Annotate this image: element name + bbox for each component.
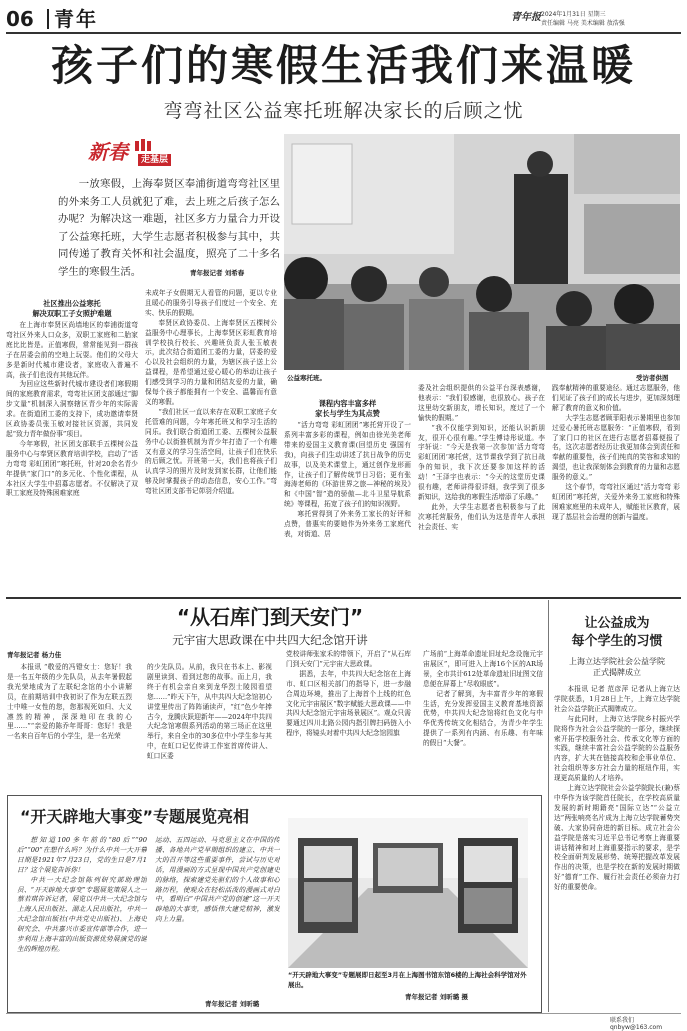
story2-column-4 (423, 650, 543, 785)
issue-date: 2024年1月31日 星期三 (541, 11, 606, 18)
lead-intro-byline: 青年报记者 刘希春 (190, 269, 245, 277)
lead-col2-para: 奉贤区政协委员、上海奉贤区五棵树公益服务中心理事长，上海奉贤区彩虹教育培训学校执行校长、兴趣班负责人张玉敏表示，此次结合街道团工委的力量，居委的爱心以及社会组织的力量，为辖区孩子送上公益课程，是希望通过爱心暖心的举动让孩子们感受到学习的力量和团结友爱的力量，确保每个孩子都能拥有一个安全、温馨而有意义的寒假。 (145, 318, 277, 406)
story2-col4-para: 记者了解到，为丰富青少年的寒假生活，充分发挥爱国主义教育基地资源优势，中共四大纪念馆将红色文化与中华优秀传统文化相结合，为青少年学生提供了一系列有内涵、有乐趣、有年味的假日“大餐”。 (423, 689, 543, 748)
story2-column-1 (7, 663, 132, 785)
story3-column-1 (17, 836, 147, 1008)
story3-column-2 (155, 836, 280, 996)
story4-para: 与此同时，上海立达学院乡村振兴学院将作为社会公益学院的一部分，继续探索开拓学校服务社会、传承文化等方面的实践，继续丰富社会公益学院的公益服务内容，扩大其在链接高校和企事业单位、社会组织等多方社会力量的枢纽作用，实现更高质量的人才培养。 (554, 714, 680, 783)
lead-col4-para: “我不仅能学到知识，还能认识新朋友，很开心很有趣。”学生傅诗彤说道。李宇轩说：“今天是我第一次参加‘活力弯弯 彩虹团团’寒托营，这节课我学到了抗日战争的知识，我下次还要参加这样的活动！”王泽宇也表示：“今天的这堂历史课很有趣，老师讲得很详细，我学到了很多新知识，这给我的寒假生活增添了乐趣。” (418, 423, 545, 501)
lead-col5-para: 践奉献精神的重要途径。通过志愿服务，他们见证了孩子们的成长与进步，更加深刻理解了教育的意义和价值。 (552, 384, 680, 412)
lead-col1-para: 为回应这些新时代城市建设者们寒假期间的家庭教育需求，弯弯社区团支部通过“脚步文量”机制深入洞察辖区青少年的实际需求。在街道团工委的支持下，成功邀请奉贤区政协委员张玉敏对接社区资源，共同发起“致力青年做份事”项目。 (6, 380, 138, 438)
badge-new-year-text: 新春 (88, 140, 128, 164)
lead-col1-para: 在上海市奉贤区尚墙地区的奉浦街道弯弯社区外来人口众多，双职工家庭和二胎家庭比比皆是。正值寒假，常常能见到一群孩子在居委会前的空地上玩耍。他们的父母大多是新时代城市建设者，家庭收入普遍不高，孩子们也没有其他玩伴。 (6, 321, 138, 379)
story3-byline: 青年报记者 刘昕璐 (205, 1000, 260, 1008)
lead-col5-para: 这个春节，弯弯社区通过“活力弯弯 彩虹团团”寒托营，关爱外来务工家庭和特殊困难家庭里的未成年人，赋能社区教育，展现了基层社会治理的创新与温度。 (552, 483, 680, 521)
lead-column-4 (418, 384, 545, 589)
newspaper-logo: 青年报 (511, 12, 541, 23)
lead-col4-para: 此外，大学生志愿者也积极参与了此次寒托营服务，他们认为这是青年人承担社会责任、实 (418, 502, 545, 531)
lantern-icon (134, 138, 152, 152)
page-number: 06 (6, 7, 34, 31)
exhibition-photo-caption: “开天辟地大事变”专题展即日起至3月在上海图书馆东馆6楼的上海社会科学馆对外展出。 (288, 971, 527, 989)
lead-intro: 一放寒假，上海奉贤区奉浦街道弯弯社区里的外来务工人员就犯了难，去上班之后孩子怎么办呢？为解决这一难题，社区多方力量合力开设了公益寒托班，大学生志愿者积极参与其中，共同传递了教育关怀和社会温度，照亮了二十多名学生的寒假生活。 (58, 178, 280, 278)
story2-column-3 (286, 650, 411, 785)
story2-byline: 青年报记者 杨力佳 (7, 651, 62, 659)
story2-col2-para: 的少先队员。从前，我只在书本上、影视剧里读到、看到过您的故事。而上月，我终于有机会亲自来到龙华烈士陵园看望您……”昨天下午，从中共四大纪念馆初心讲堂里传出了阵阵诵读声，“红”色少年捧古今，龙腾庆跃迎新年——2024年中共四大纪念馆寒假系列活动的第三场正在这里举行，来自全市的30多位中小学生参与其中，在虹口记忆传讲工作室首席传讲人、虹口区委 (147, 663, 272, 761)
lead-col3-subhead: 课程内容丰富多样 家长与学生为其点赞 (315, 399, 380, 418)
page-editors: 责任编辑 马亮 美术编辑 敖浩强 (541, 20, 625, 27)
story2-col1-para: 本报讯 “敬爱的冯镫女士：您好！我是一名五年级的少先队员，从去年暑假起我光荣地成为了左联纪念馆的小小讲解员，在前期培训中我初识了作为左联五烈士中唯一女性的您，您那视死如归、大义凛然的精神，深深地印在我的心里……”“亲爱的陈乔年哥哥：您好！我是一名来自百年后的小学生，是一名光荣 (7, 663, 132, 741)
classroom-photo-image (284, 134, 680, 370)
lead-col2-para: “我们社区一直以来存在双职工家庭子女托管难的问题，今年寒托班又和学习生活的同乐。我们联合街道团工委、五棵树公益服务中心以街推机制为青少年打造了一个有趣又有意义的学习生活空间，让孩子们在快乐的后顾之忧。开班第一天，我们也将孩子们认真学习的照片及时发到家长群，让他们能够及时掌握孩子的动态信息，安心工作。”弯弯社区团支部书记茆羽介绍道。 (145, 407, 277, 496)
exhibition-photo-image (288, 818, 528, 968)
section-name: 青年 (54, 7, 98, 31)
lead-bottom-rule (6, 597, 681, 599)
lead-col2-para: 未成年子女假期无人看管的问题，更以专业且暖心的服务引导孩子们度过一个安全、充实、快乐的假期。 (145, 289, 277, 317)
lead-photo (284, 134, 680, 370)
story2-subheadline: 元宇宙大思政课在中共四大纪念馆开讲 (172, 633, 368, 647)
header-divider-vertical (47, 9, 49, 29)
story4-column (554, 685, 680, 1005)
story2-col3-para: 党校讲师张家禾的带领下，开启了“从石库门到天安门”元宇宙大思政课。 (286, 650, 411, 668)
story2-col4-para: 广场前“上海革命遗址旧址纪念设施元宇宙展区”，即可进入上海16个区的AR场景，全市共计612处革命遗址旧址图文信息便在屏幕上“尽收眼底”。 (423, 650, 543, 688)
story2-headline: “从石库门到天安门” (176, 605, 364, 629)
lead-column-3 (284, 399, 411, 589)
story2-col3-para: 据悉，去年，中共四大纪念馆在上海市、虹口区相关部门的指导下，进一步融合周边环境，推出了上海首个上线的红色文化元宇宙展区“数字赋能大思政课——中共四大纪念馆元宇宙场景展区”。观众只需要通过四川北路公园内指引牌扫码链入小程序，将镜头对着中共四大纪念馆园旗 (286, 669, 411, 738)
lead-col3-para: “活力弯弯 彩虹团团”寒托营开设了一系列丰富多彩的课程，例如由徐光美老师带来的爱国主义教育课(回望历史 强国有我)，向孩子们生动讲述了抗日战争的历史故事，以及美术课堂上，通过创作龙形画作，让孩子们了解传统节日习俗；更有张海涛老师的《环游世界之旅—神秘的埃及》和《中国“智”造的骄傲—北斗卫星导航系统》等课程，拓宽了孩子们的知识视野。 (284, 421, 411, 509)
exhibition-photo-byline: 青年报记者 刘昕璐 摄 (405, 993, 469, 1001)
lead-subheadline: 弯弯社区公益寒托班解决家长的后顾之忧 (163, 100, 524, 122)
story3-col2-para: 运动、五四运动、马克思主义在中国的传播、各地共产党早期组织的建立、中共一大的召开等这些重要事件，尝试与历史对话，用漫画的方式呈现中国共产党创建史的脉络，探索建党先驱们的个人故事和心路历程，使观众在轻松活泼的漫画式对白中，看明白“中国共产党的创建”这一开天辟地的大事变，感悟伟大建党精神，激发向上力量。 (155, 836, 280, 924)
header-rule (6, 32, 681, 34)
story3-intro: 想知道100多年前的“80后”“90后”“00”在想什么吗？为什么中共一大开幕日期是1921年7月23日，党的生日是7月1日？这个展览告诉你！ (17, 836, 147, 874)
badge-grassroots-text: 走基层 (138, 154, 171, 166)
story3-col1-para: 中共一大纪念馆陈列研究部助理馆员、“开天辟地大事变”专题展览策展人之一蔡若琪告诉记者，展览以中共一大纪念馆与上海人民出版社、湖北人民出版社，中共一大纪念馆出版社(中共党史出版社)、上海史研究会、中共嘉兴市委宣传部等合作，进一步利用上海丰富的出版资源优势展演党的诞生的辉煌历程。 (17, 875, 147, 953)
lead-photo-caption: 公益寒托班。 (287, 374, 326, 382)
story4-headline: 让公益成为 每个学生的习惯 (571, 616, 663, 649)
story3-headline: “开天辟地大事变”专题展览亮相 (20, 807, 250, 826)
lead-column-2 (145, 289, 277, 589)
lead-col1-subhead: 社区推出公益寒托 解决双职工子女照护难题 (32, 299, 112, 318)
column-divider (548, 600, 549, 1012)
story2-column-2 (147, 663, 272, 785)
new-year-badge (88, 136, 188, 170)
lead-col4-para: 委及社会组织提供的公益平台深表感谢，他表示：“我们很感谢，也很放心。孩子在这里幼交新朋友，增长知识，度过了一个愉快的假期。” (418, 384, 545, 422)
lead-column-1 (6, 299, 138, 591)
lead-col5-para: 大学生志愿者顾菲阳表示暑期里也参加过爱心暑托班志愿服务：“正值寒假，看到了家门口的社区在进行志愿者招募便报了名，这次志愿者经历让我更加体会到责任和奉献的重要性，孩子们纯真的笑容和求知的渴望，也让我深刻体会到教育的力量和志愿服务的意义。” (552, 413, 680, 482)
lead-column-5 (552, 384, 680, 589)
contact-email: 联系我们 qnbyw@163.com (610, 1017, 663, 1031)
lead-col1-para: 今年寒假，社区团支部联手五棵树公益服务中心与奉贤区教育培训学校，启动了“活力弯弯 彩虹团团”寒托班，针对20余名青少年提供“家门口”的多元化、个性化课程，从本社区大学生中招募志愿者。不仅解决了双职工家庭及特殊困难家庭 (6, 439, 138, 498)
story4-para: 本报讯 记者 范彦萍 记者从上海立达学院获悉，1月28日上午，上海立达学院社会公益学院正式揭牌成立。 (554, 685, 680, 713)
lead-photo-credit: 受访者供图 (636, 374, 669, 382)
story4-subheadline: 上海立达学院社会公益学院 正式揭牌成立 (569, 657, 665, 677)
lead-headline: 孩子们的寒假生活我们来温暖 (50, 41, 636, 90)
footer-rule (6, 1013, 681, 1014)
lead-col3-para: 寒托营得到了外来务工家长的好评和点赞，普惠实的要她作为外来务工家庭代表，对街道、居 (284, 510, 411, 538)
exhibition-photo (288, 818, 528, 968)
story4-para: 上海立达学院社会公益学院院长(兼)蔡中华作为该学院首任院长，在学校高质量发展的新时期籍亮“国际立达”“公益立达”两张响亮名片成为上海立达学院蓄势突破、大家协同奋进的新目标。成立社会公益学院是落实习近平总书记考察上海重要讲话精神和对上海重要指示的要求，是学校全面研判发展形势、统筹把握改革发展作出的决策，也是学校在新的发展时期做好“德育”工作、履行社会责任必须奋力打好的重要使命。 (554, 784, 680, 892)
